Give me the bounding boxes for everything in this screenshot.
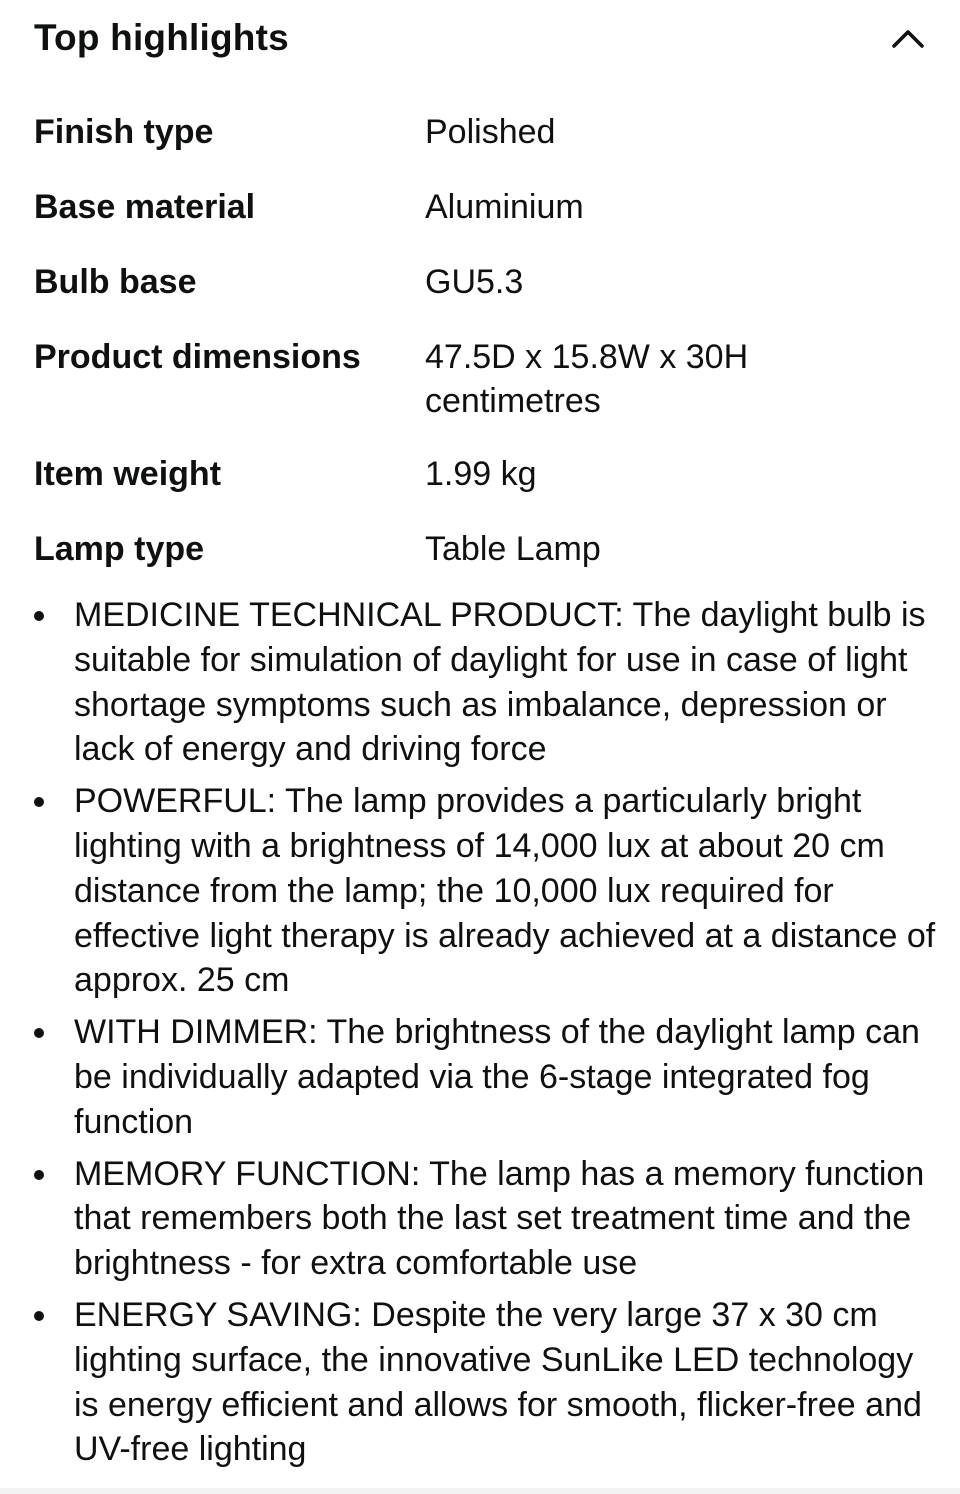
bullet-text: WITH DIMMER: The brightness of the daylight lamp can be individually adapted via the 6-stage integrated fog function <box>74 1013 920 1141</box>
list-item <box>0 593 940 772</box>
spec-row-lamp-type <box>34 525 924 573</box>
specs-table <box>34 108 924 600</box>
spec-value: 1.99 kg <box>425 455 537 493</box>
feature-bullet-list <box>0 593 940 1479</box>
chevron-up-icon <box>891 27 925 49</box>
bullet-text: ENERGY SAVING: Despite the very large 37 x 30 cm lighting surface, the innovative SunLike LED technology is energy efficient and allows for smooth, flicker-free and UV-free lighting <box>74 1295 922 1469</box>
bullet-text: POWERFUL: The lamp provides a particularly bright lighting with a brightness of 14,000 lux at about 20 cm distance from the lamp; the 10,000 lux required for effective light therapy is already achieved at a distance of approx. 25 cm <box>74 782 936 1000</box>
top-highlights-header[interactable] <box>34 10 930 66</box>
spec-label: Base material <box>34 188 256 226</box>
bottom-divider <box>0 1488 960 1494</box>
list-item <box>0 779 940 1003</box>
spec-label: Product dimensions <box>34 338 361 376</box>
bullet-text: MEMORY FUNCTION: The lamp has a memory function that remembers both the last set treatment time and the brightness - for extra comfortable use <box>74 1154 925 1283</box>
spec-label: Lamp type <box>34 530 205 568</box>
bullet-icon <box>34 1170 44 1180</box>
spec-value: GU5.3 <box>425 263 524 301</box>
list-item <box>0 1010 940 1144</box>
collapse-button[interactable] <box>886 16 930 60</box>
bullet-icon <box>34 797 44 807</box>
spec-value: 47.5D x 15.8W x 30H centimetres <box>425 338 749 420</box>
bullet-text: MEDICINE TECHNICAL PRODUCT: The daylight bulb is suitable for simulation of daylight for use in case of light shortage symptoms such as imbalance, depression or lack of energy and driving force <box>74 596 926 769</box>
list-item <box>0 1152 940 1286</box>
spec-row-finish-type <box>34 108 924 156</box>
spec-row-product-dimensions <box>34 333 924 423</box>
spec-row-bulb-base <box>34 258 924 306</box>
section-title: Top highlights <box>34 17 289 58</box>
spec-label: Item weight <box>34 455 222 493</box>
spec-value: Table Lamp <box>425 530 601 568</box>
list-item <box>0 1293 940 1472</box>
spec-value: Polished <box>425 113 556 151</box>
spec-value: Aluminium <box>425 188 584 226</box>
bullet-icon <box>34 1311 44 1321</box>
spec-label: Bulb base <box>34 263 197 301</box>
bullet-icon <box>34 611 44 621</box>
spec-row-item-weight <box>34 450 924 498</box>
spec-row-base-material <box>34 183 924 231</box>
spec-label: Finish type <box>34 113 214 151</box>
bullet-icon <box>34 1028 44 1038</box>
